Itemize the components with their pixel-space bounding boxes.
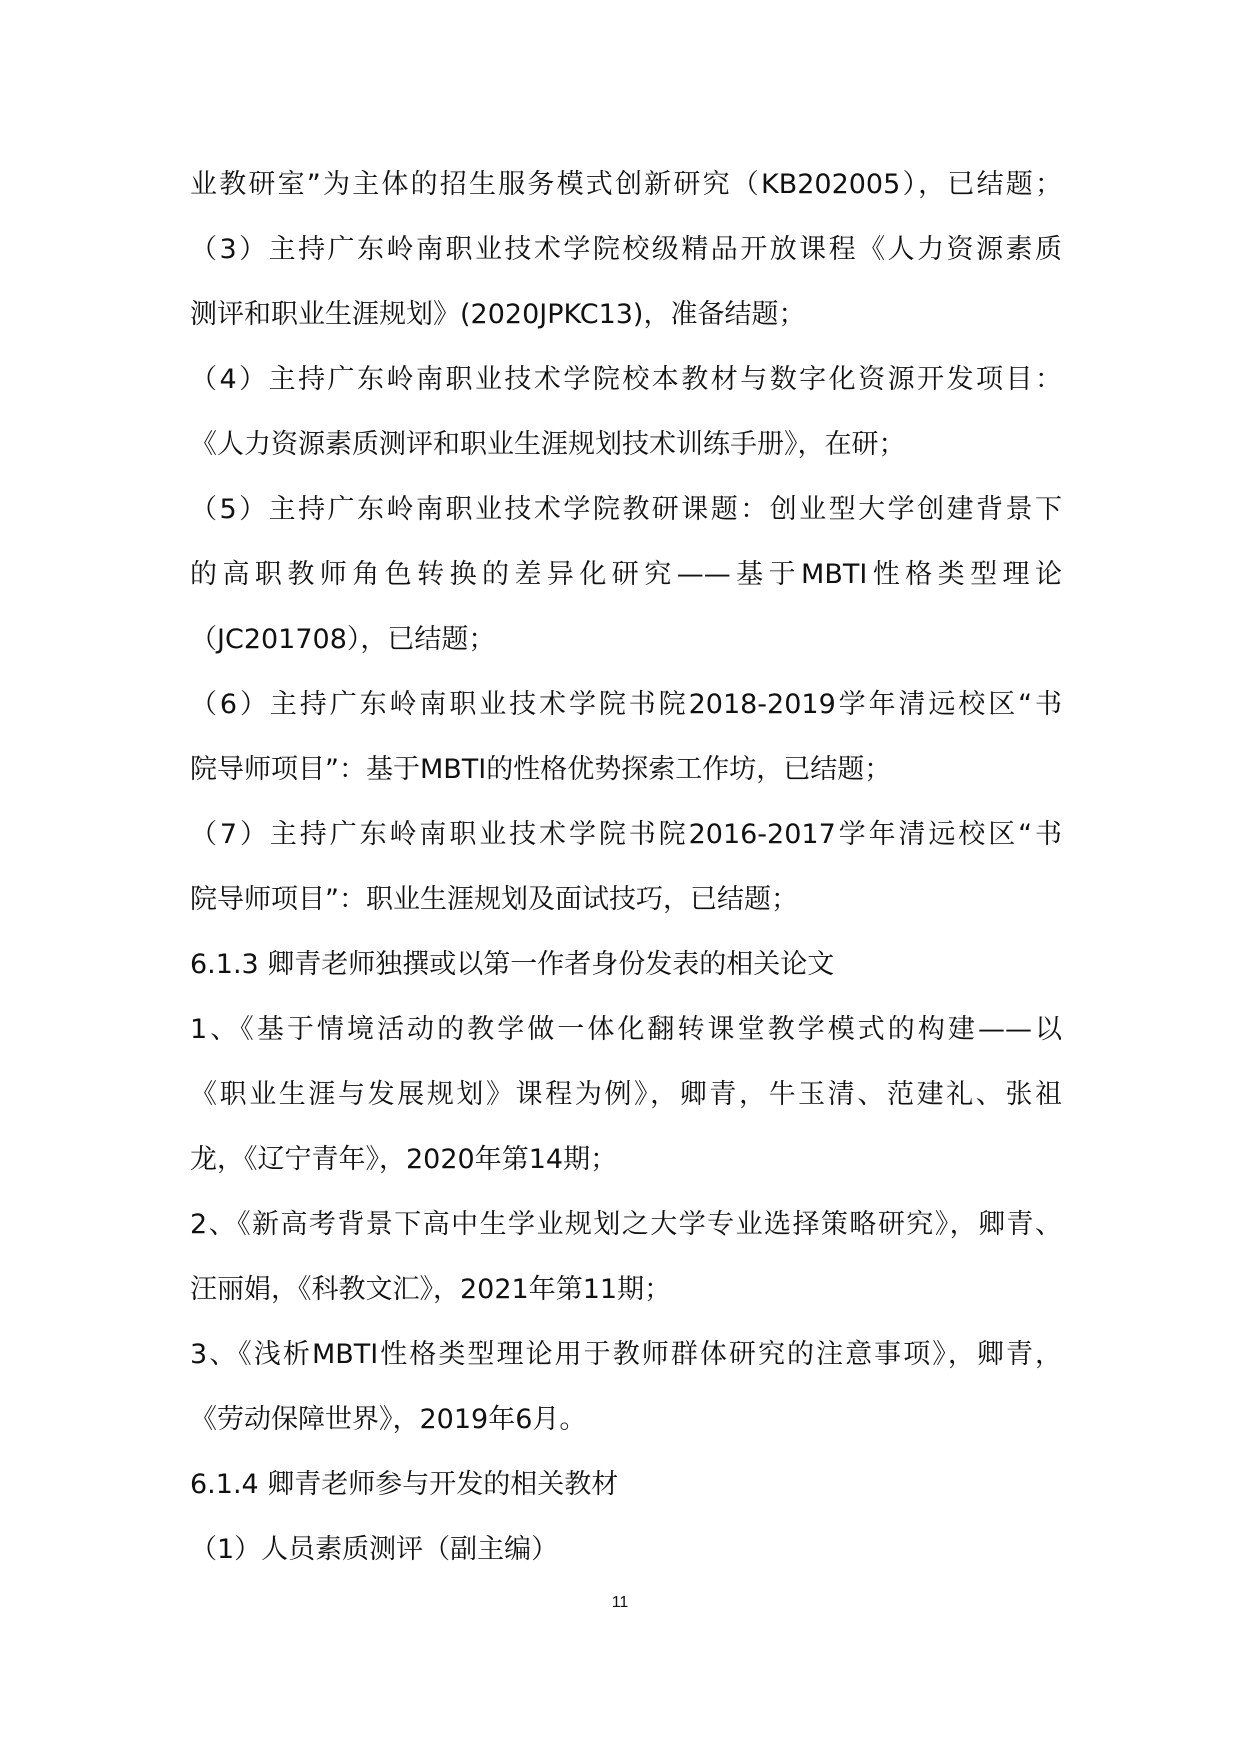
text-line: 龙，《辽宁青年》，2020年第14期； [190, 1144, 618, 1175]
text-line: 的高职教师角色转换的差异化研究——基于MBTI性格类型理论 [190, 559, 1062, 590]
text-line: 测评和职业生涯规划》(2020JPKC13)，准备结题； [190, 299, 806, 330]
text-line: （JC201708），已结题； [190, 624, 496, 655]
text-line: （1）人员素质测评（副主编） [190, 1534, 559, 1565]
text-line: 2、《新高考背景下高中生学业规划之大学专业选择策略研究》，卿青、 [190, 1209, 1062, 1240]
text-line: （4）主持广东岭南职业技术学院校本教材与数字化资源开发项目： [190, 364, 1062, 395]
text-line: 《职业生涯与发展规划》课程为例》，卿青，牛玉清、范建礼、张祖 [190, 1079, 1062, 1110]
text-line: 《人力资源素质测评和职业生涯规划技术训练手册》，在研； [190, 429, 906, 460]
text-line: 院导师项目”：职业生涯规划及面试技巧，已结题； [190, 884, 798, 915]
text-line: 汪丽娟，《科教文汇》，2021年第11期； [190, 1274, 672, 1305]
text-line: 院导师项目”：基于MBTI的性格优势探索工作坊，已结题； [190, 754, 892, 785]
text-line: （6）主持广东岭南职业技术学院书院2018-2019学年清远校区“书 [190, 689, 1062, 720]
text-line: 3、《浅析MBTI性格类型理论用于教师群体研究的注意事项》，卿青， [190, 1339, 1062, 1370]
text-line: 业教研室”为主体的招生服务模式创新研究（KB202005），已结题； [190, 169, 1062, 200]
text-line: （5）主持广东岭南职业技术学院教研课题：创业型大学创建背景下 [190, 494, 1062, 525]
text-line: （3）主持广东岭南职业技术学院校级精品开放课程《人力资源素质 [190, 234, 1062, 265]
document-body [190, 152, 1062, 1582]
section-heading: 6.1.4 卿青老师参与开发的相关教材 [190, 1469, 619, 1500]
page-number: 11 [611, 1594, 629, 1611]
text-line: 1、《基于情境活动的教学做一体化翻转课堂教学模式的构建——以 [190, 1014, 1062, 1045]
section-heading: 6.1.3 卿青老师独撰或以第一作者身份发表的相关论文 [190, 949, 835, 980]
text-line: 《劳动保障世界》，2019年6月。 [190, 1404, 587, 1435]
text-line: （7）主持广东岭南职业技术学院书院2016-2017学年清远校区“书 [190, 819, 1062, 850]
